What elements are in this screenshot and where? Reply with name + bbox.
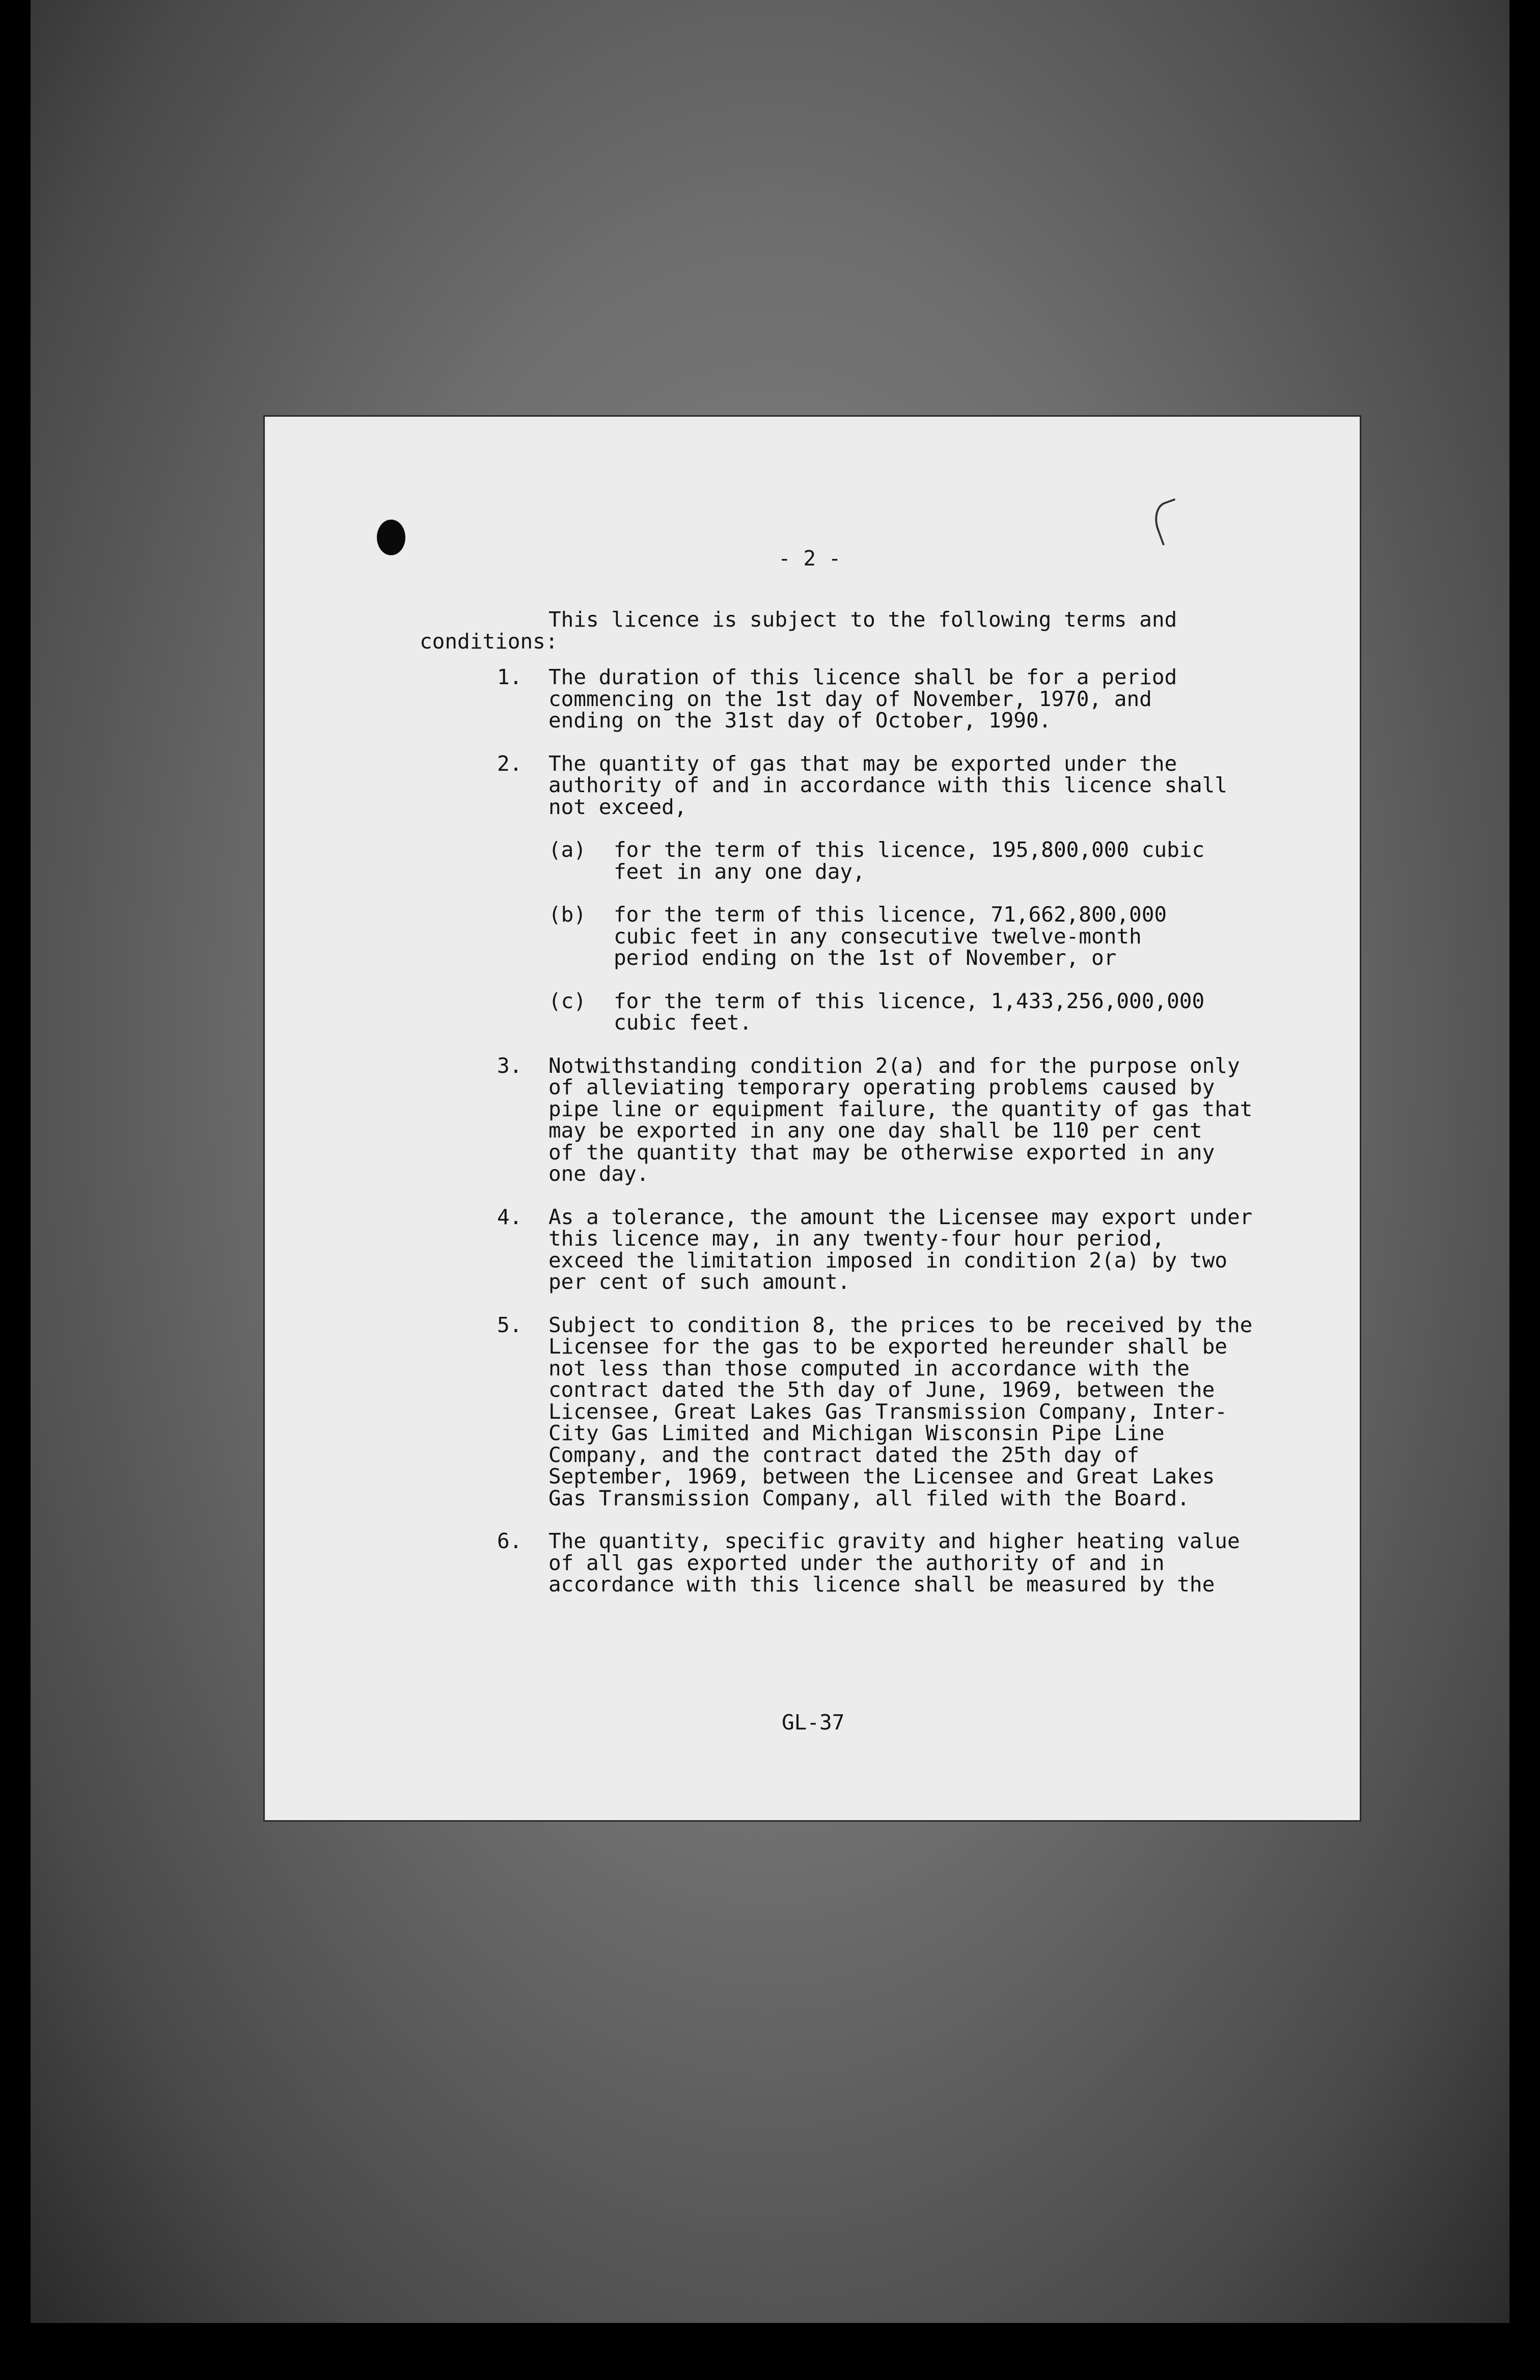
condition-line: contract dated the 5th day of June, 1969, between the: [548, 1377, 1215, 1402]
condition-number: 6.: [497, 1529, 522, 1553]
condition-number: 3.: [497, 1053, 522, 1078]
subitem-line: for the term of this licence, 71,662,800,000: [614, 902, 1167, 927]
condition-line: not less than those computed in accordance with the: [548, 1356, 1190, 1381]
intro-line: conditions:: [420, 629, 558, 654]
subitem-label: (a): [548, 837, 587, 862]
page-label: - 2 -: [778, 546, 841, 571]
condition-line: The duration of this licence shall be for a period: [548, 665, 1177, 689]
condition-line: accordance with this licence shall be measured by the: [548, 1572, 1215, 1597]
intro-line: This licence is subject to the following terms and: [548, 607, 1177, 632]
condition-line: As a tolerance, the amount the Licensee may export under: [548, 1204, 1253, 1229]
condition-line: Gas Transmission Company, all filed with the Board.: [548, 1485, 1190, 1510]
condition-line: of the quantity that may be otherwise exported in any: [548, 1140, 1215, 1165]
condition-line: Notwithstanding condition 2(a) and for the purpose only: [548, 1053, 1240, 1078]
condition-number: 5.: [497, 1312, 522, 1337]
condition-line: Subject to condition 8, the prices to be received by the: [548, 1312, 1253, 1337]
condition-line: per cent of such amount.: [548, 1269, 850, 1294]
condition-line: pipe line or equipment failure, the quantity of gas that: [548, 1096, 1253, 1121]
condition-line: not exceed,: [548, 794, 687, 819]
subitem-line: for the term of this licence, 1,433,256,000,000: [614, 988, 1205, 1013]
condition-line: City Gas Limited and Michigan Wisconsin Pipe Line: [548, 1421, 1165, 1445]
condition-line: one day.: [548, 1161, 649, 1186]
subitem-label: (c): [548, 988, 587, 1013]
condition-line: of all gas exported under the authority of and in: [548, 1550, 1165, 1575]
subitem-line: period ending on the 1st of November, or: [614, 945, 1117, 970]
condition-line: The quantity, specific gravity and higher heating value: [548, 1529, 1240, 1553]
condition-number: 1.: [497, 665, 522, 689]
condition-line: Company, and the contract dated the 25th day of: [548, 1442, 1140, 1467]
condition-number: 4.: [497, 1204, 522, 1229]
condition-line: exceed the limitation imposed in condition 2(a) by two: [548, 1248, 1227, 1273]
footer-code: GL-37: [782, 1710, 845, 1735]
subitem-label: (b): [548, 902, 587, 927]
condition-line: Licensee, Great Lakes Gas Transmission Company, Inter-: [548, 1399, 1227, 1424]
condition-line: September, 1969, between the Licensee and Great Lakes: [548, 1464, 1215, 1489]
condition-line: Licensee for the gas to be exported hereunder shall be: [548, 1334, 1227, 1359]
condition-line: commencing on the 1st day of November, 1970, and: [548, 686, 1152, 711]
condition-number: 2.: [497, 751, 522, 776]
subitem-line: cubic feet in any consecutive twelve-month: [614, 924, 1142, 949]
subitem-line: for the term of this licence, 195,800,000 cubic: [614, 837, 1205, 862]
condition-line: of alleviating temporary operating problems caused by: [548, 1075, 1215, 1099]
subitem-line: feet in any one day,: [614, 859, 865, 884]
condition-line: authority of and in accordance with this licence shall: [548, 773, 1227, 797]
condition-line: this licence may, in any twenty-four hour period,: [548, 1226, 1165, 1251]
subitem-line: cubic feet.: [614, 1010, 752, 1035]
condition-line: ending on the 31st day of October, 1990.: [548, 708, 1052, 733]
condition-line: The quantity of gas that may be exported under the: [548, 751, 1177, 776]
condition-line: may be exported in any one day shall be 110 per cent: [548, 1118, 1202, 1143]
